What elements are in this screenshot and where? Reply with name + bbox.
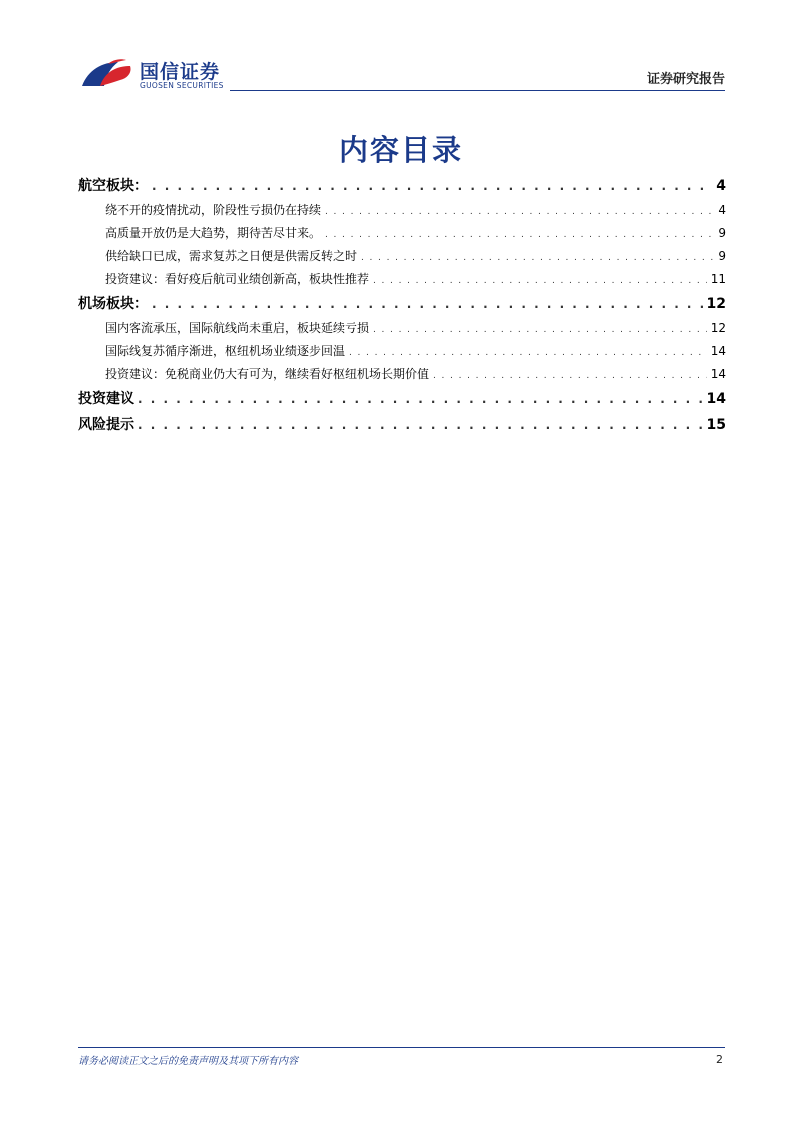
toc-section-entry[interactable]: [78, 291, 726, 317]
guosen-logo-icon: [78, 56, 136, 92]
toc-entry-page: 12: [710, 321, 726, 335]
toc-entry-page: 14: [710, 367, 726, 381]
footer-disclaimer: 请务必阅读正文之后的免责声明及其项下所有内容: [78, 1056, 298, 1067]
toc-leader-dots: [349, 342, 707, 365]
toc-entry-label: 高质量开放仍是大趋势，期待苦尽甘来。: [105, 226, 322, 240]
toc-entry-label: 机场板块：: [78, 296, 148, 312]
toc-entry-page: 12: [706, 296, 726, 312]
toc-entry-label: 投资建议: [78, 391, 134, 407]
toc-entry-label: 绕不开的疫情扰动，阶段性亏损仍在持续: [105, 203, 322, 217]
toc-entry-label: 投资建议：看好疫后航司业绩创新高，板块性推荐: [105, 272, 370, 286]
guosen-logo: [78, 56, 248, 96]
toc-entry-label: 风险提示: [78, 417, 134, 433]
toc-entry-page: 4: [716, 178, 726, 194]
toc-leader-dots: [152, 291, 703, 317]
toc-section-entry[interactable]: [78, 412, 726, 438]
toc-section-entry[interactable]: [78, 386, 726, 412]
toc-subsection-entry[interactable]: [78, 317, 726, 340]
toc-subsection-entry[interactable]: [78, 222, 726, 245]
toc-section-entry[interactable]: [78, 173, 726, 199]
toc-leader-dots: [325, 201, 714, 224]
toc-leader-dots: [433, 365, 707, 388]
toc-leader-dots: [138, 412, 703, 438]
toc-subsection-entry[interactable]: [78, 268, 726, 291]
toc-subsection-entry[interactable]: [78, 363, 726, 386]
toc-entry-label: 航空板块：: [78, 178, 148, 194]
toc-entry-label: 投资建议：免税商业仍大有可为，继续看好枢纽机场长期价值: [105, 367, 430, 381]
logo-text-en: GUOSEN SECURITIES: [140, 81, 224, 90]
toc-title: 内容目录: [338, 133, 463, 167]
report-type-label: 证券研究报告: [646, 72, 725, 87]
toc-leader-dots: [138, 386, 703, 412]
header-divider: [230, 90, 725, 91]
toc-leader-dots: [373, 270, 707, 293]
page-header: [0, 0, 802, 100]
toc-entry-label: 国内客流承压，国际航线尚未重启，板块延续亏损: [105, 321, 370, 335]
toc-entry-page: 11: [710, 272, 726, 286]
toc-leader-dots: [325, 224, 714, 247]
footer-divider: [78, 1047, 725, 1048]
toc-subsection-entry[interactable]: [78, 199, 726, 222]
logo-text-cn: 国信证券: [140, 61, 221, 83]
toc-leader-dots: [152, 173, 712, 199]
toc-leader-dots: [373, 319, 707, 342]
toc-entry-page: 15: [706, 417, 726, 433]
toc-entry-label: 供给缺口已成，需求复苏之日便是供需反转之时: [105, 249, 358, 263]
toc-subsection-entry[interactable]: [78, 245, 726, 268]
table-of-contents: [78, 173, 726, 438]
toc-subsection-entry[interactable]: [78, 340, 726, 363]
page-number: 2: [716, 1053, 723, 1066]
toc-entry-page: 14: [706, 391, 726, 407]
toc-entry-page: 4: [718, 203, 726, 217]
toc-entry-page: 9: [718, 226, 726, 240]
toc-entry-page: 9: [718, 249, 726, 263]
toc-entry-label: 国际线复苏循序渐进，枢纽机场业绩逐步回温: [105, 344, 346, 358]
toc-leader-dots: [361, 247, 714, 270]
toc-entry-page: 14: [710, 344, 726, 358]
